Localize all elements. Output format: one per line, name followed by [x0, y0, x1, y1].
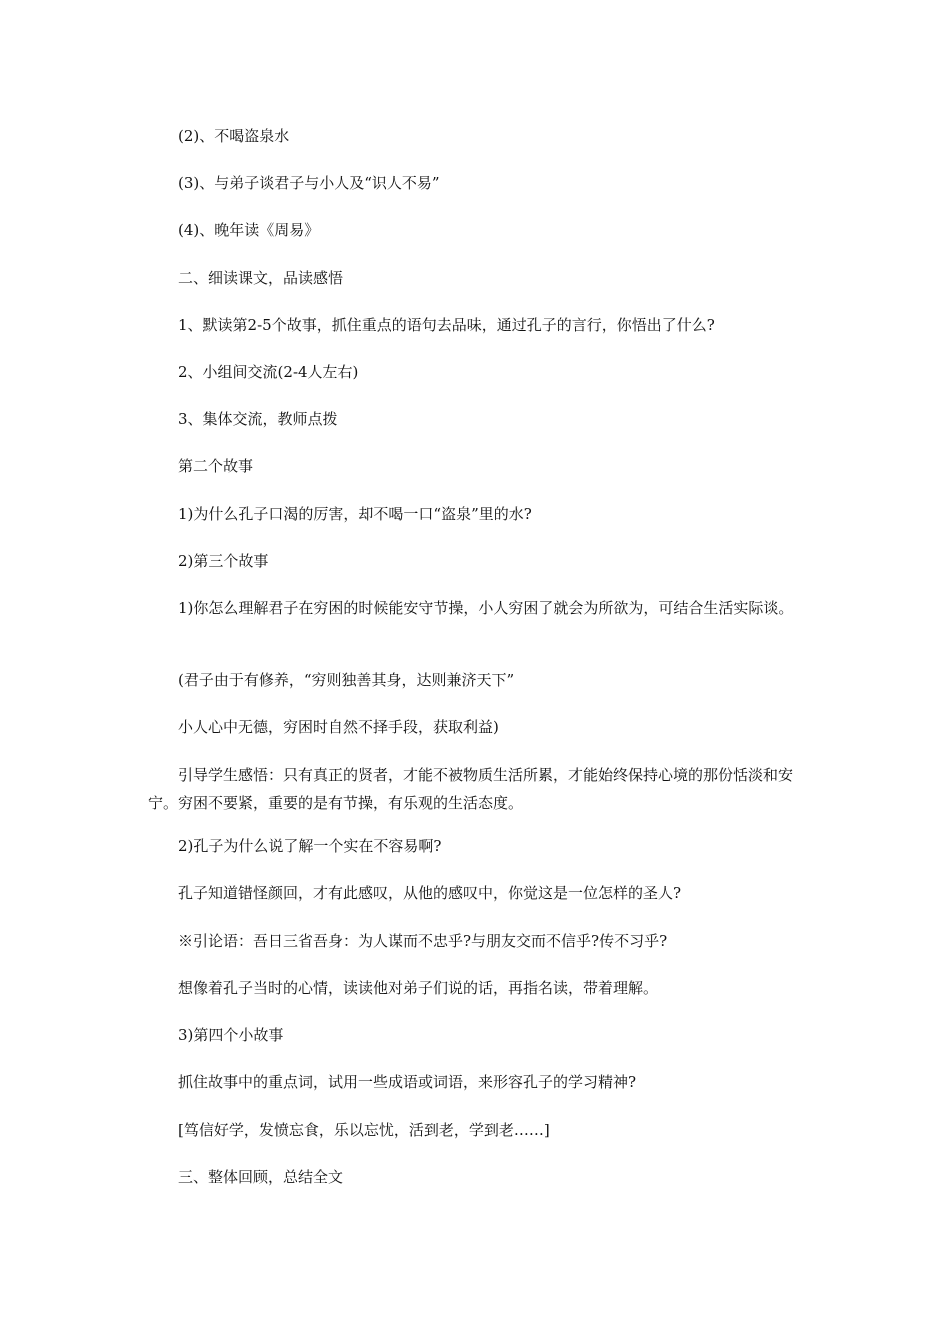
paragraph-12: (君子由于有修养，“穷则独善其身，达则兼济天下” [178, 671, 515, 689]
paragraph-2: (3)、与弟子谈君子与小人及“识人不易” [178, 174, 440, 192]
section-heading-3: 三、整体回顾，总结全文 [178, 1168, 344, 1186]
paragraph-9: 1)为什么孔子口渴的厉害，却不喝一口“盗泉”里的水? [178, 505, 532, 523]
paragraph-20: 抓住故事中的重点词，试用一些成语或词语，来形容孔子的学习精神? [178, 1073, 637, 1091]
section-heading-2: 二、细读课文，品读感悟 [178, 269, 344, 287]
paragraph-16: 孔子知道错怪颜回，才有此感叹，从他的感叹中，你觉这是一位怎样的圣人? [178, 884, 682, 902]
paragraph-14: 引导学生感悟：只有真正的贤者，才能不被物质生活所累，才能始终保持心境的那份恬淡和安宁。穷困不要紧，重要的是有节操，有乐观的生活态度。 [148, 766, 794, 812]
paragraph-15: 2)孔子为什么说了解一个实在不容易啊? [178, 837, 442, 855]
paragraph-5: 1、默读第2-5个故事，抓住重点的语句去品味，通过孔子的言行，你悟出了什么? [178, 316, 715, 334]
paragraph-7: 3、集体交流，教师点拨 [178, 410, 338, 428]
paragraph-10: 2)第三个故事 [178, 552, 269, 570]
paragraph-18: 想像着孔子当时的心情，读读他对弟子们说的话，再指名读，带着理解。 [178, 979, 659, 997]
paragraph-19: 3)第四个小故事 [178, 1026, 284, 1044]
subheading-story-2: 第二个故事 [178, 457, 254, 475]
paragraph-6: 2、小组间交流(2-4人左右) [178, 363, 359, 381]
paragraph-21: [笃信好学，发愤忘食，乐以忘忧，活到老，学到老……] [178, 1121, 550, 1139]
paragraph-11: 1)你怎么理解君子在穷困的时候能安守节操，小人穷困了就会为所欲为，可结合生活实际谈。 [178, 599, 794, 617]
paragraph-1: (2)、不喝盗泉水 [178, 127, 290, 145]
paragraph-13: 小人心中无德，穷困时自然不择手段，获取利益) [178, 718, 499, 736]
paragraph-17: ※引论语：吾日三省吾身：为人谋而不忠乎?与朋友交而不信乎?传不习乎? [178, 932, 668, 950]
paragraph-3: (4)、晚年读《周易》 [178, 221, 320, 239]
